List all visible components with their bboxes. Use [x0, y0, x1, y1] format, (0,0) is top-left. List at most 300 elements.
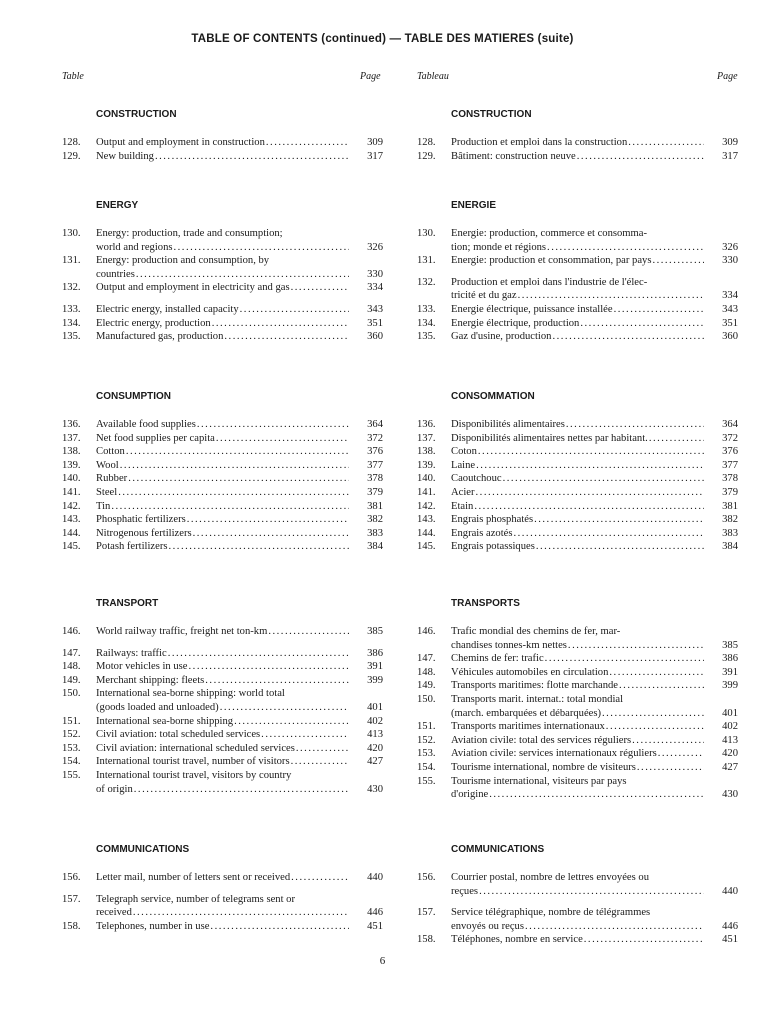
- entry-title-line: Cotton: [96, 446, 125, 458]
- table-number: 128.: [417, 137, 436, 148]
- leader-dots: [657, 747, 704, 761]
- entry-title-line: Steel: [96, 486, 118, 498]
- section-title: ENERGIE: [451, 200, 497, 211]
- contents-entry: [417, 303, 738, 317]
- leader-dots: [618, 679, 704, 693]
- entry-title: [451, 136, 704, 150]
- contents-entry: [62, 281, 383, 295]
- page-ref: 364: [367, 419, 383, 430]
- entry-title-line: Net food supplies per capita: [96, 432, 215, 444]
- table-number: 149.: [417, 680, 436, 692]
- entry-title-line: Chemins de fer: trafic: [451, 653, 544, 665]
- entry-title: [451, 276, 704, 303]
- entry-title-line: Motor vehicles in use: [96, 661, 188, 673]
- entry-title-line: Wool: [96, 459, 119, 471]
- page-ref: 440: [722, 885, 738, 897]
- entry-title: [96, 459, 349, 473]
- entry-title: [96, 625, 349, 639]
- entry-title-line: tricité et du gaz: [451, 290, 517, 302]
- contents-entry: [62, 742, 383, 756]
- entry-title: [451, 734, 704, 748]
- entry-title-line: of origin: [96, 783, 133, 795]
- table-number: 141.: [417, 486, 436, 498]
- contents-entry: [417, 775, 738, 802]
- entry-title: [96, 715, 349, 729]
- page-ref: 343: [367, 303, 383, 315]
- entry-title: [451, 330, 704, 344]
- section: [62, 108, 383, 163]
- leader-dots: [551, 330, 704, 344]
- leader-dots: [110, 500, 349, 514]
- leader-dots: [133, 783, 349, 797]
- page-ref: 309: [367, 137, 383, 148]
- entry-title-line: Manufactured gas, production: [96, 331, 224, 343]
- table-number: 149.: [62, 674, 81, 686]
- table-number: 138.: [62, 446, 81, 458]
- contents-entry: [417, 418, 738, 432]
- entry-title-line: Courrier postal, nombre de lettres envoyées ou: [451, 872, 649, 883]
- table-number: 132.: [62, 282, 81, 294]
- contents-entry: [417, 432, 738, 446]
- contents-entry: [62, 647, 383, 661]
- entry-title-line: Letter mail, number of letters sent or received: [96, 872, 291, 883]
- table-number: 147.: [62, 647, 81, 659]
- section: [417, 108, 738, 163]
- entry-title-line: Output and employment in electricity and gas: [96, 282, 290, 294]
- page-column-header: Page: [360, 71, 381, 82]
- entry-title-line: Véhicules automobiles en circulation: [451, 666, 609, 678]
- entry-title-line: Output and employment in construction: [96, 137, 265, 148]
- page-ref: 440: [367, 872, 383, 883]
- entry-title: [96, 136, 349, 150]
- leader-dots: [613, 303, 704, 317]
- entry-title: [96, 472, 349, 486]
- table-number: 140.: [417, 473, 436, 485]
- table-number: 146.: [62, 626, 81, 637]
- section-title: TRANSPORT: [96, 598, 159, 609]
- contents-entry: [62, 459, 383, 473]
- contents-entry: [417, 227, 738, 254]
- page-ref: 326: [722, 241, 738, 253]
- entry-title: [96, 445, 349, 459]
- contents-entry: [62, 303, 383, 317]
- contents-entry: [62, 715, 383, 729]
- table-number: 148.: [62, 661, 81, 673]
- entry-title: [96, 500, 349, 514]
- contents-entry: [62, 625, 383, 639]
- leader-dots: [475, 459, 704, 473]
- entry-list: [417, 871, 738, 947]
- table-number: 151.: [62, 715, 81, 727]
- entry-title: [451, 679, 704, 693]
- contents-entry: [62, 317, 383, 331]
- contents-entry: [417, 486, 738, 500]
- page-ref: 381: [367, 500, 383, 512]
- entry-title: [451, 317, 704, 331]
- contents-entry: [417, 500, 738, 514]
- entry-title-line: Energie: production, commerce et consomma-: [451, 228, 648, 239]
- entry-title: [96, 527, 349, 541]
- entry-title: [451, 652, 704, 666]
- page-ref: 372: [367, 432, 383, 444]
- table-number: 144.: [62, 527, 81, 539]
- entry-title-line: Laine: [451, 459, 476, 471]
- entry-title: [451, 432, 704, 446]
- table-number: 130.: [417, 228, 436, 239]
- contents-entry: [417, 652, 738, 666]
- page-ref: 376: [722, 446, 738, 458]
- entry-title-line: (goods loaded and unloaded): [96, 701, 219, 713]
- entry-title-line: Energy: production, trade and consumption;: [96, 228, 283, 239]
- entry-title-line: Railways: traffic: [96, 647, 167, 659]
- entry-list: [62, 625, 383, 796]
- leader-dots: [117, 486, 349, 500]
- leader-dots: [168, 540, 350, 554]
- contents-entry: [62, 527, 383, 541]
- entry-title-line: Transports maritimes: flotte marchande: [451, 680, 619, 692]
- leader-dots: [524, 920, 704, 934]
- table-number: 153.: [417, 748, 436, 760]
- page-ref: 379: [367, 486, 383, 498]
- leader-dots: [233, 715, 349, 729]
- entry-title-line: reçues: [451, 885, 479, 897]
- entry-title: [96, 281, 349, 295]
- contents-entry: [62, 660, 383, 674]
- entry-list: [417, 418, 738, 554]
- section-title: CONSTRUCTION: [451, 109, 532, 120]
- section-title: TRANSPORTS: [451, 598, 520, 609]
- entry-list: [62, 418, 383, 554]
- page-title: TABLE OF CONTENTS (continued) — TABLE DES MATIERES (suite): [191, 33, 574, 45]
- table-number: 145.: [417, 541, 436, 553]
- entry-title-line: Gaz d'usine, production: [451, 331, 552, 343]
- leader-dots: [651, 254, 704, 268]
- leader-dots: [223, 330, 349, 344]
- leader-dots: [608, 666, 704, 680]
- contents-entry: [417, 459, 738, 473]
- entry-title: [96, 769, 349, 796]
- contents-entry: [62, 418, 383, 432]
- contents-entry: [417, 693, 738, 720]
- leader-dots: [119, 459, 349, 473]
- entry-list: [62, 227, 383, 344]
- entry-title-line: Disponibilités alimentaires nettes par habitant.: [451, 432, 648, 444]
- entry-title: [451, 303, 704, 317]
- page-ref: 386: [722, 653, 738, 665]
- table-number: 128.: [62, 137, 81, 148]
- contents-entry: [417, 933, 738, 947]
- leader-dots: [544, 652, 704, 666]
- entry-title-line: Bâtiment: construction neuve: [451, 150, 576, 162]
- leader-dots: [265, 136, 349, 150]
- table-number: 139.: [62, 459, 81, 471]
- contents-entry: [417, 666, 738, 680]
- contents-entry: [417, 540, 738, 554]
- entry-title: [96, 742, 349, 756]
- page-ref: 427: [367, 756, 383, 768]
- leader-dots: [295, 742, 349, 756]
- contents-entry: [62, 227, 383, 254]
- leader-dots: [488, 788, 704, 802]
- entry-title: [451, 933, 704, 947]
- contents-entry: [62, 513, 383, 527]
- page-ref: 377: [722, 459, 738, 471]
- entry-title: [451, 540, 704, 554]
- entry-title-line: d'origine: [451, 789, 489, 801]
- section-title: ENERGY: [96, 200, 139, 211]
- table-number: 150.: [62, 688, 81, 700]
- entry-list: [417, 227, 738, 344]
- entry-title-line: Nitrogenous fertilizers: [96, 527, 192, 539]
- contents-entry: [62, 445, 383, 459]
- entry-title-line: chandises tonnes-km nettes: [451, 639, 567, 651]
- page-ref: 330: [722, 255, 738, 267]
- table-number: 156.: [417, 872, 436, 883]
- entry-title: [451, 666, 704, 680]
- entry-title-line: Rubber: [96, 473, 128, 485]
- leader-dots: [601, 707, 704, 721]
- table-number: 152.: [417, 734, 436, 746]
- entry-title: [96, 755, 349, 769]
- entry-title: [96, 150, 349, 164]
- entry-title: [451, 500, 704, 514]
- entry-title: [96, 486, 349, 500]
- contents-entry: [417, 761, 738, 775]
- contents-entry: [62, 674, 383, 688]
- contents-entry: [62, 920, 383, 934]
- page-ref: 383: [722, 527, 738, 539]
- page-ref: 451: [367, 920, 383, 932]
- table-number: 138.: [417, 446, 436, 458]
- entry-title: [451, 513, 704, 527]
- leader-dots: [517, 289, 704, 303]
- page-ref: 360: [722, 331, 738, 343]
- leader-dots: [533, 513, 704, 527]
- contents-entry: [62, 254, 383, 281]
- table-number: 136.: [62, 419, 81, 430]
- entry-title-line: Engrais phosphatés: [451, 514, 534, 526]
- entry-title-line: World railway traffic, freight net ton-km: [96, 626, 268, 637]
- page-ref: 351: [367, 317, 383, 329]
- entry-title-line: Aviation civile: total des services réguliers: [451, 734, 632, 746]
- page-ref: 451: [722, 934, 738, 946]
- entry-title: [451, 254, 704, 268]
- contents-entry: [417, 317, 738, 331]
- leader-dots: [132, 906, 349, 920]
- leader-dots: [135, 268, 349, 282]
- entry-title-line: world and regions: [96, 241, 173, 253]
- page-ref: 376: [367, 446, 383, 458]
- leader-dots: [167, 647, 349, 661]
- page-ref: 343: [722, 303, 738, 315]
- section: [417, 843, 738, 947]
- entry-title-line: Caoutchouc: [451, 473, 502, 485]
- table-number: 132.: [417, 276, 436, 288]
- page-ref: 334: [367, 282, 383, 294]
- entry-title-line: Coton: [451, 446, 477, 458]
- leader-dots: [512, 527, 704, 541]
- leader-dots: [567, 639, 704, 653]
- entry-title-line: Tin: [96, 500, 111, 512]
- page-number: 6: [379, 955, 386, 967]
- table-number: 158.: [417, 934, 436, 946]
- entry-title: [96, 920, 349, 934]
- entry-list: [62, 871, 383, 933]
- leader-dots: [631, 734, 704, 748]
- entry-title-line: Energie électrique, production: [451, 317, 580, 329]
- table-number: 154.: [417, 761, 436, 773]
- entry-title-line: Merchant shipping: fleets: [96, 674, 205, 686]
- page-ref: 382: [722, 514, 738, 526]
- entry-title-line: Transports maritimes internationaux: [451, 721, 605, 733]
- section-title: CONSUMPTION: [96, 391, 171, 402]
- page-column-header-fr: Page: [717, 71, 738, 82]
- table-number: 143.: [62, 514, 81, 526]
- leader-dots: [290, 281, 349, 295]
- contents-entry: [62, 769, 383, 796]
- table-number: 131.: [417, 255, 436, 267]
- table-number: 157.: [62, 893, 81, 905]
- table-number: 134.: [62, 317, 81, 329]
- entry-title-line: Telephones, number in use: [96, 920, 210, 932]
- page-ref: 385: [722, 639, 738, 651]
- section-title: CONSTRUCTION: [96, 109, 177, 120]
- leader-dots: [239, 303, 349, 317]
- entry-title: [451, 459, 704, 473]
- entry-title-line: Available food supplies: [96, 419, 196, 430]
- table-number: 136.: [417, 419, 436, 430]
- leader-dots: [290, 871, 349, 885]
- entry-title: [96, 647, 349, 661]
- leader-dots: [192, 527, 349, 541]
- leader-dots: [211, 317, 349, 331]
- section: [62, 843, 383, 933]
- entry-title: [96, 674, 349, 688]
- contents-entry: [62, 432, 383, 446]
- entry-title-line: envoyés ou reçus: [451, 920, 524, 932]
- entry-title: [451, 747, 704, 761]
- contents-entry: [62, 871, 383, 885]
- page-ref: 430: [722, 789, 738, 801]
- leader-dots: [648, 432, 704, 446]
- entry-title-line: Energie électrique, puissance installée: [451, 303, 613, 315]
- table-number: 152.: [62, 729, 81, 741]
- contents-entry: [62, 330, 383, 344]
- page-ref: 384: [722, 541, 738, 553]
- leader-dots: [579, 317, 704, 331]
- table-column-header: Table: [62, 71, 84, 82]
- leader-dots: [125, 445, 349, 459]
- table-number: 151.: [417, 721, 436, 733]
- entry-title: [96, 871, 349, 885]
- page-ref: 391: [722, 666, 738, 678]
- table-number: 158.: [62, 920, 81, 932]
- leader-dots: [260, 728, 349, 742]
- entry-title: [96, 432, 349, 446]
- page-ref: 381: [722, 500, 738, 512]
- table-number: 155.: [62, 769, 81, 781]
- leader-dots: [565, 418, 704, 432]
- contents-entry: [62, 755, 383, 769]
- page-ref: 378: [367, 473, 383, 485]
- contents-entry: [417, 445, 738, 459]
- table-number: 156.: [62, 872, 81, 883]
- page-ref: 334: [722, 290, 738, 302]
- page-ref: 326: [367, 241, 383, 253]
- entry-title: [451, 775, 704, 802]
- table-number: 135.: [62, 331, 81, 343]
- entry-title-line: Tourisme international, visiteurs par pays: [451, 775, 627, 787]
- entry-list: [62, 136, 383, 163]
- table-number: 150.: [417, 693, 436, 705]
- leader-dots: [188, 660, 349, 674]
- entry-title-line: received: [96, 907, 132, 919]
- table-number: 146.: [417, 626, 436, 637]
- page-ref: 330: [367, 268, 383, 280]
- entry-title-line: Engrais azotés: [451, 527, 513, 539]
- entry-title-line: (march. embarquées et débarquées): [451, 707, 601, 719]
- page-ref: 430: [367, 783, 383, 795]
- entry-title-line: Trafic mondial des chemins de fer, mar-: [451, 626, 621, 637]
- leader-dots: [477, 445, 704, 459]
- entry-title-line: Telegraph service, number of telegrams sent or: [96, 893, 295, 905]
- entry-title: [96, 303, 349, 317]
- section: [62, 597, 383, 796]
- contents-entry: [62, 136, 383, 150]
- entry-title-line: Téléphones, nombre en service: [451, 934, 583, 946]
- table-number: 133.: [62, 303, 81, 315]
- leader-dots: [502, 472, 704, 486]
- entry-title-line: Production et emploi dans la construction: [451, 137, 628, 148]
- entry-title: [451, 761, 704, 775]
- tableau-column-header: Tableau: [417, 71, 449, 82]
- entry-title: [96, 418, 349, 432]
- leader-dots: [546, 241, 704, 255]
- page-ref: 383: [367, 527, 383, 539]
- contents-entry: [417, 734, 738, 748]
- contents-entry: [417, 720, 738, 734]
- entry-title: [96, 330, 349, 344]
- leader-dots: [204, 674, 349, 688]
- entry-title: [451, 720, 704, 734]
- entry-title: [451, 227, 704, 254]
- page-ref: 317: [722, 150, 738, 162]
- table-number: 154.: [62, 756, 81, 768]
- entry-title-line: Tourisme international, nombre de visiteurs: [451, 761, 636, 773]
- entry-list: [417, 625, 738, 802]
- page-ref: 360: [367, 331, 383, 343]
- page-ref: 391: [367, 661, 383, 673]
- entry-title: [451, 445, 704, 459]
- entry-title-line: Etain: [451, 500, 474, 512]
- contents-entry: [62, 472, 383, 486]
- table-number: 129.: [62, 150, 81, 162]
- table-number: 148.: [417, 666, 436, 678]
- leader-dots: [627, 136, 704, 150]
- page-ref: 413: [367, 729, 383, 741]
- entry-title-line: International sea-borne shipping: world total: [96, 688, 285, 700]
- contents-entry: [417, 906, 738, 933]
- entry-title-line: Transports marit. internat.: total mondial: [451, 693, 624, 705]
- contents-entry: [417, 747, 738, 761]
- entry-title: [96, 227, 349, 254]
- contents-entry: [62, 500, 383, 514]
- table-number: 141.: [62, 486, 81, 498]
- entry-title-line: Production et emploi dans l'industrie de l'élec-: [451, 276, 648, 288]
- leader-dots: [535, 540, 704, 554]
- entry-title: [96, 728, 349, 742]
- page-ref: 420: [722, 748, 738, 760]
